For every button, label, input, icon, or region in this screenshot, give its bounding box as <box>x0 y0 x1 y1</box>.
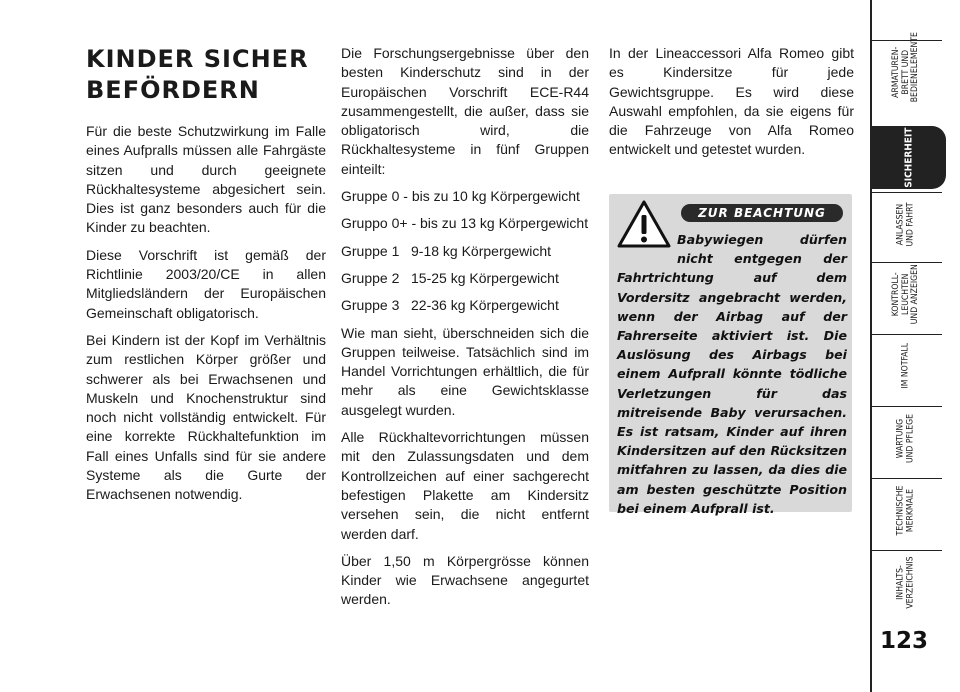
tab-label: SICHERHEIT <box>903 127 915 188</box>
tab-label: ANLASSEN UND FAHRT <box>895 201 915 247</box>
group-line <box>341 187 589 206</box>
paragraph: Über 1,50 m Körpergrösse können Kinder wie Erwachsene angegurtet werden. <box>341 552 589 608</box>
group-label: Gruppo 0+ - bis zu 13 kg Körpergewicht <box>341 215 589 232</box>
group-line <box>341 242 589 261</box>
paragraph: Diese Vorschrift ist gemäß der Richtlinie 2003/20/CE in allen Mitgliedsländern der Europäischen Gemeinschaft obligatorisch. <box>86 246 326 321</box>
page-number: 123 <box>879 628 928 654</box>
tab-label: IM NOTFALL <box>900 343 911 389</box>
tab-label: INHALTS- VERZEICHNIS <box>895 555 915 609</box>
paragraph-intro: Die Forschungsergebnisse über den besten Kinderschutz sind in der Europäischen Vorschrift ECE-R44 zusammengestellt, die außer, dass sie obligatorisch wird, die Rückhaltesysteme in fünf Gruppen einteilt: <box>341 45 589 177</box>
paragraph: Für die beste Schutzwirkung im Falle eines Aufpralls müssen alle Fahrgäste sitzen und durch geeignete Rückhaltesysteme abgesichert sein. Dies ist ganz besonders auch für die Kinder zu beachten. <box>86 123 326 236</box>
column-1 <box>86 122 326 513</box>
tab-anlassen[interactable] <box>870 192 942 255</box>
group-line <box>341 214 589 233</box>
tab-label: KONTROLL- LEUCHTEN UND ANZEIGEN <box>890 263 920 324</box>
tab-wartung[interactable] <box>870 406 942 469</box>
tab-inhaltsverzeichnis[interactable] <box>870 550 942 613</box>
group-label: Gruppe 3 <box>341 297 400 314</box>
paragraph: In der Lineaccessori Alfa Romeo gibt es Kindersitze für jede Gewichtsgruppe. Es wird diese Auswahl empfohlen, da sie eigens für die Fahrzeuge von Alfa Romeo entwickelt und getestet wurden. <box>609 45 854 158</box>
tab-label: WARTUNG UND PFLEGE <box>895 413 915 463</box>
page-title <box>86 44 326 106</box>
group-value: 22-36 kg Körpergewicht <box>411 297 559 314</box>
group-value: 9-18 kg Körpergewicht <box>411 242 552 259</box>
warning-text <box>617 230 847 518</box>
paragraph: Bei Kindern ist der Kopf im Verhältnis zum restlichen Körper größer und schwerer als bei Erwachsenen und Muskeln und Knochenstruktur sind noch nicht vollständig entwickelt. Für eine korrekte Rückhaltefunktion im Fall eines Unfalls sind für sie andere Systeme als die Gurte der Erwachsenen notwendig. <box>86 331 326 503</box>
tab-sicherheit[interactable] <box>872 126 946 189</box>
tab-technische-merkmale[interactable] <box>870 478 942 541</box>
tab-notfall[interactable] <box>870 334 942 397</box>
group-line <box>341 296 589 315</box>
tab-armaturenbrett[interactable] <box>870 31 942 103</box>
column-2 <box>341 44 589 618</box>
group-value: 15-25 kg Körpergewicht <box>411 269 559 286</box>
tab-label: ARMATUREN- BRETT UND BEDIENELEMENTE <box>890 31 920 102</box>
tab-label: TECHNISCHE MERKMALE <box>895 485 915 535</box>
paragraph: Alle Rückhaltevorrichtungen müssen mit den Zulassungsdaten und dem Kontrollzeichen auf einer sachgerecht befestigen Plakette am Kindersitz versehen sein, die nicht entfernt werden darf. <box>341 429 589 542</box>
group-label: Gruppe 0 - bis zu 10 kg Körpergewicht <box>341 188 580 205</box>
column-3 <box>609 44 854 168</box>
title-line-1: KINDER SICHER <box>86 45 309 73</box>
warning-badge: ZUR BEACHTUNG <box>681 204 843 222</box>
group-label: Gruppe 1 <box>341 242 400 259</box>
warning-text-content: Babywiegen dürfen nicht entgegen der Fahrtrichtung auf dem Vordersitz angebracht werden, wenn der Airbag auf der Fahrerseite aktiviert ist. Die Auslösung des Airbags bei einem Aufprall könnte tödliche Verletzungen für das mitreisende Baby verursachen. Es ist ratsam, Kinder auf ihren Kindersitzen auf den Rücksitzen mitfahren zu lassen, da dies die am besten geschützte Position bei einem Aufprall ist. <box>617 232 847 516</box>
tab-kontrollleuchten[interactable] <box>870 262 942 325</box>
paragraph: Wie man sieht, überschneiden sich die Gruppen teilweise. Tatsächlich sind im Handel Vorrichtungen erhältlich, die für mehr als eine Gewichtsklasse ausgelegt wurden. <box>341 324 589 418</box>
title-line-2: BEFÖRDERN <box>86 76 260 104</box>
warning-box <box>609 194 852 516</box>
group-label: Gruppe 2 <box>341 269 400 286</box>
group-line <box>341 269 589 288</box>
